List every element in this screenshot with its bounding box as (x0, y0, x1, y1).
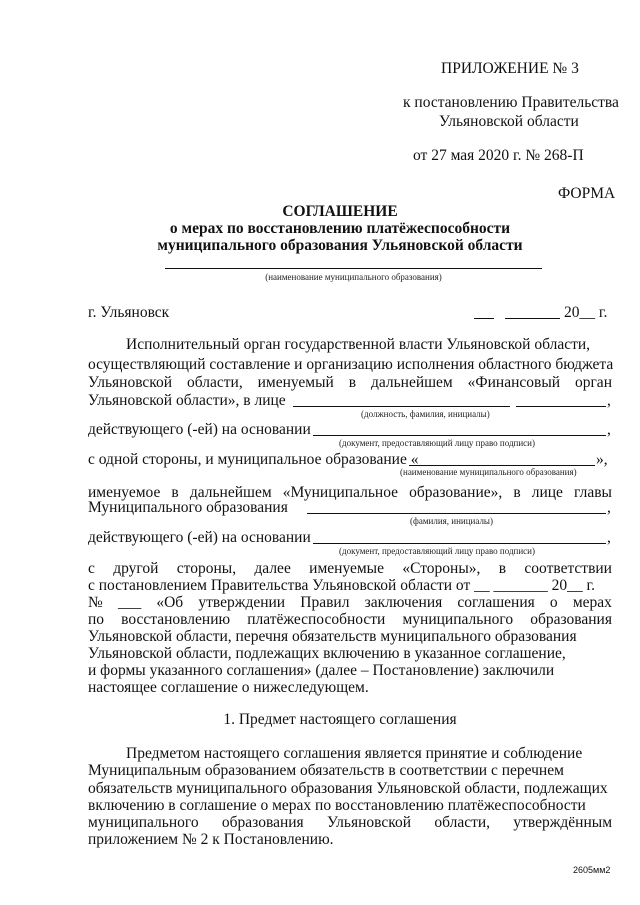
para1-line-11: с постановлением Правительства Ульяновской области от __ _______ 20__ г. (88, 577, 595, 594)
para1-line-12 (88, 594, 612, 612)
word: стороны, (176, 560, 237, 577)
para1-line-1: Исполнительный орган государственной власти Ульяновской области, (126, 336, 591, 353)
place: г. Ульяновск (88, 304, 170, 321)
municipality-name-hint: (наименование муниципального образования) (265, 272, 442, 282)
title-line-2: о мерах по восстановлению платёжеспособности (169, 220, 511, 237)
word: области, (434, 814, 491, 831)
comma: , (607, 529, 611, 546)
word: в (513, 484, 521, 501)
para1-line-6: с одной стороны, и муниципальное образование « (88, 451, 419, 468)
word: именуемый (257, 374, 334, 391)
position-field-a[interactable] (293, 406, 510, 407)
word: в (348, 374, 357, 391)
para2-line-2: Муниципальным образованием обязательств в соответствии с перечнем (88, 762, 564, 779)
word: Ульяновской (326, 814, 412, 831)
word: образование», (409, 484, 503, 501)
word: с (88, 560, 95, 577)
title-line-1: СОГЛАШЕНИЕ (282, 203, 398, 220)
word: платёжеспособности (247, 611, 386, 628)
word: орган (574, 374, 612, 391)
municipality-field[interactable] (409, 465, 595, 466)
para1-line-9: действующего (-ей) на основании (88, 529, 311, 546)
word: соответствии (524, 560, 612, 577)
word: образования (221, 814, 304, 831)
para1-line-17: настоящее соглашение о нижеследующем. (88, 679, 369, 696)
para2-line-5 (88, 814, 612, 832)
para1-line-14: Ульяновской области, перечня обязательств муниципального образования (88, 628, 577, 645)
date-year: 20__ г. (564, 304, 608, 321)
section-1-heading: 1. Предмет настоящего соглашения (223, 711, 457, 728)
para1-line-8: Муниципального образования (88, 499, 288, 516)
footer-code: 2605мм2 (573, 865, 611, 875)
municipality-hint: (наименование муниципального образования) (400, 467, 577, 477)
position-hint: (должность, фамилия, инициалы) (361, 409, 490, 419)
para1-line-5: действующего (-ей) на основании (88, 421, 311, 438)
date-day-line[interactable] (474, 318, 494, 319)
word: главы (574, 484, 612, 501)
basis-document-field-2[interactable] (313, 543, 606, 544)
word: муниципального (402, 611, 514, 628)
para2-line-4: включению в соглашение о мерах по восстановлению платёжеспособности (88, 797, 586, 814)
word: «Финансовый (467, 374, 561, 391)
word: дальнейшем (189, 484, 272, 501)
word: в (171, 484, 179, 501)
comma: , (607, 499, 611, 516)
basis-document-hint-2: (документ, предоставляющий лицу право подписи) (339, 546, 535, 556)
word: муниципального (88, 814, 199, 831)
para1-line-4: Ульяновской области», в лице (88, 392, 286, 409)
word: ___ (117, 594, 142, 611)
para1-line-15: Ульяновской области, подлежащих включению в указанное соглашение, (88, 645, 566, 662)
word: именуемые (309, 560, 384, 577)
word: далее (254, 560, 291, 577)
head-name-field[interactable] (307, 513, 606, 514)
word: области, (187, 374, 243, 391)
word: Правил (300, 594, 350, 611)
resolution-date-number: от 27 мая 2020 г. № 268-П (413, 147, 584, 164)
word: «Муниципальное (282, 484, 399, 501)
municipality-name-line[interactable] (165, 268, 542, 269)
word: Ульяновской (88, 374, 173, 391)
title-line-3: муниципального образования Ульяновской области (157, 237, 523, 254)
word: по (88, 611, 105, 628)
word: утверждённым (513, 814, 612, 831)
word: о (549, 594, 558, 611)
para2-line-1: Предметом настоящего соглашения является принятие и соблюдение (126, 745, 583, 762)
word: в (498, 560, 507, 577)
word: дальнейшем (370, 374, 453, 391)
quote-close: », (596, 451, 608, 468)
basis-document-hint: (документ, предоставляющий лицу право подписи) (339, 438, 535, 448)
word: образования (530, 611, 612, 628)
region-name: Ульяновской области (439, 113, 579, 130)
resolution-ref: к постановлению Правительства (403, 94, 619, 111)
word: восстановлению (121, 611, 231, 628)
basis-document-field[interactable] (313, 435, 606, 436)
head-name-hint: (фамилия, инициалы) (410, 516, 493, 526)
word: соглашения (457, 594, 535, 611)
word: лице (531, 484, 563, 501)
word: мерах (572, 594, 612, 611)
para1-line-10 (88, 560, 612, 578)
word: утверждении (198, 594, 286, 611)
word: другой (113, 560, 159, 577)
para1-line-3 (88, 374, 612, 392)
position-field-b[interactable] (516, 406, 606, 407)
word: «Стороны», (402, 560, 481, 577)
word: «Об (156, 594, 184, 611)
para1-line-2: осуществляющий составление и организацию исполнения областного бюджета (88, 356, 614, 373)
word: именуемое (88, 484, 161, 501)
form-label: ФОРМА (558, 185, 616, 202)
para1-line-13 (88, 611, 612, 629)
word: заключения (364, 594, 443, 611)
appendix-label: ПРИЛОЖЕНИЕ № 3 (441, 60, 579, 77)
date-month-line[interactable] (505, 318, 560, 319)
para2-line-3: обязательств муниципального образования Ульяновской области, подлежащих (88, 780, 608, 797)
para2-line-6: приложением № 2 к Постановлению. (88, 831, 334, 848)
comma: , (607, 392, 611, 409)
comma: , (607, 421, 611, 438)
para1-line-16: и формы указанного соглашения» (далее – Постановление) заключили (88, 662, 555, 679)
word: № (88, 594, 103, 611)
